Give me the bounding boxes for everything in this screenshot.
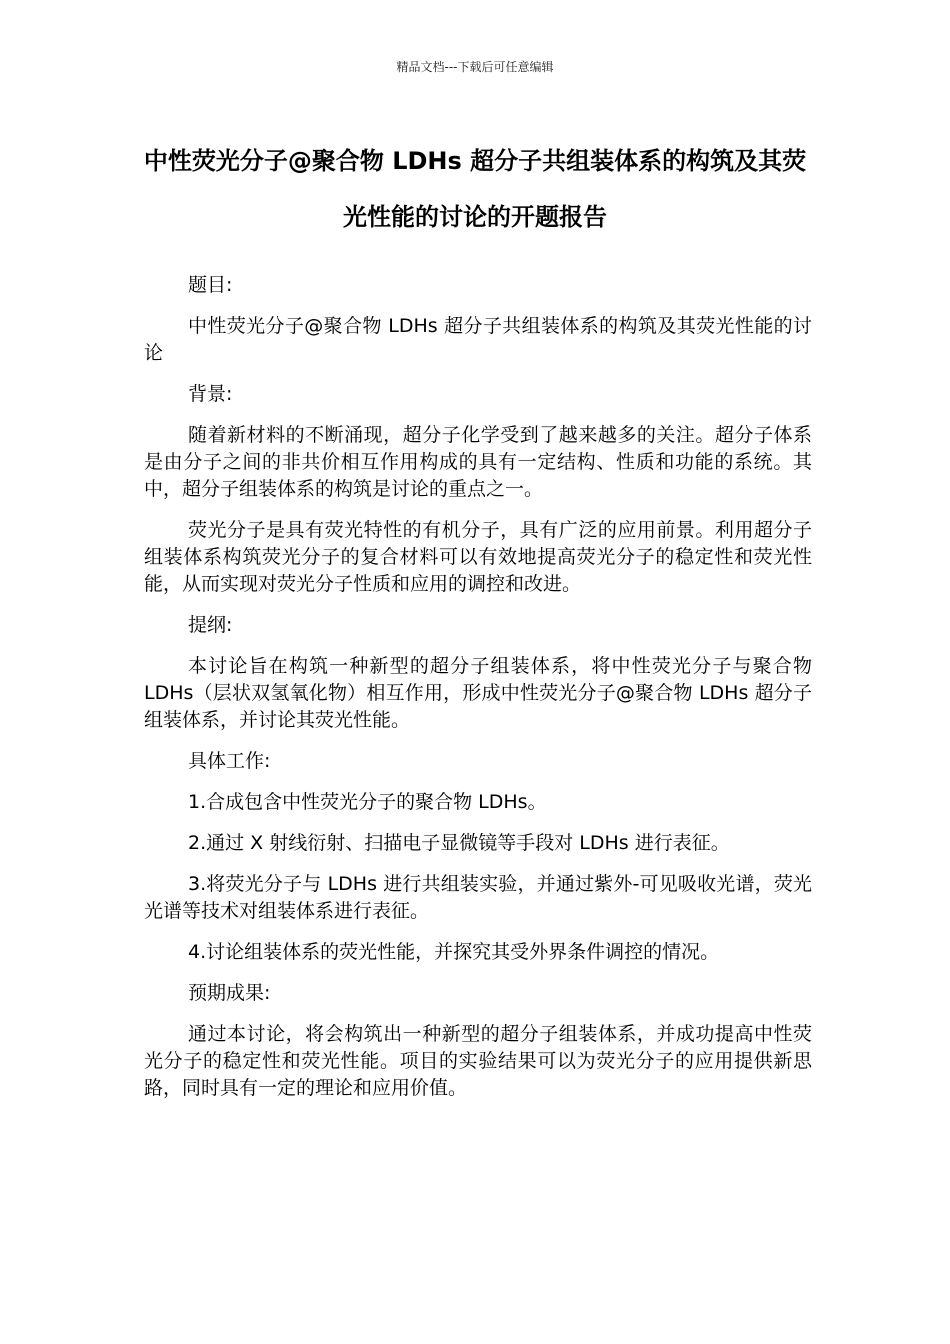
paragraph-outline: 本讨论旨在构筑一种新型的超分子组装体系，将中性荧光分子与聚合物 LDHs（层状双氢氧化物）相互作用，形成中性荧光分子@聚合物 LDHs 超分子组装体系，并讨论其荧光性能。 [144, 655, 812, 731]
work-item-1: 1.合成包含中性荧光分子的聚合物 LDHs。 [188, 791, 547, 813]
paragraph-topic: 中性荧光分子@聚合物 LDHs 超分子共组装体系的构筑及其荧光性能的讨论 [144, 315, 812, 364]
work-item-3: 3.将荧光分子与 LDHs 进行共组装实验，并通过紫外-可见吸收光谱，荧光光谱等技术对组装体系进行表征。 [144, 873, 812, 922]
section-heading-background: 背景: [188, 383, 233, 405]
paragraph-background-2: 荧光分子是具有荧光特性的有机分子，具有广泛的应用前景。利用超分子组装体系构筑荧光分子的复合材料可以有效地提高荧光分子的稳定性和荧光性能，从而实现对荧光分子性质和应用的调控和改进。 [144, 519, 812, 595]
paragraph-background-1: 随着新材料的不断涌现，超分子化学受到了越来越多的关注。超分子体系是由分子之间的非共价相互作用构成的具有一定结构、性质和功能的系统。其中，超分子组装体系的构筑是讨论的重点之一。 [144, 424, 812, 500]
work-item-4: 4.讨论组装体系的荧光性能，并探究其受外界条件调控的情况。 [188, 941, 720, 963]
section-heading-results: 预期成果: [188, 982, 271, 1004]
document-body [144, 272, 812, 1116]
page-header: 精品文档---下载后可任意编辑 [396, 60, 554, 74]
section-heading-topic: 题目: [188, 274, 233, 296]
section-heading-work: 具体工作: [188, 750, 271, 772]
work-item-2: 2.通过 X 射线衍射、扫描电子显微镜等手段对 LDHs 进行表征。 [188, 832, 730, 854]
paragraph-results: 通过本讨论，将会构筑出一种新型的超分子组装体系，并成功提高中性荧光分子的稳定性和荧光性能。项目的实验结果可以为荧光分子的应用提供新思路，同时具有一定的理论和应用价值。 [144, 1023, 812, 1099]
document-title: 中性荧光分子@聚合物 LDHs 超分子共组装体系的构筑及其荧光性能的讨论的开题报告 [143, 147, 807, 231]
section-heading-outline: 提纲: [188, 614, 233, 636]
